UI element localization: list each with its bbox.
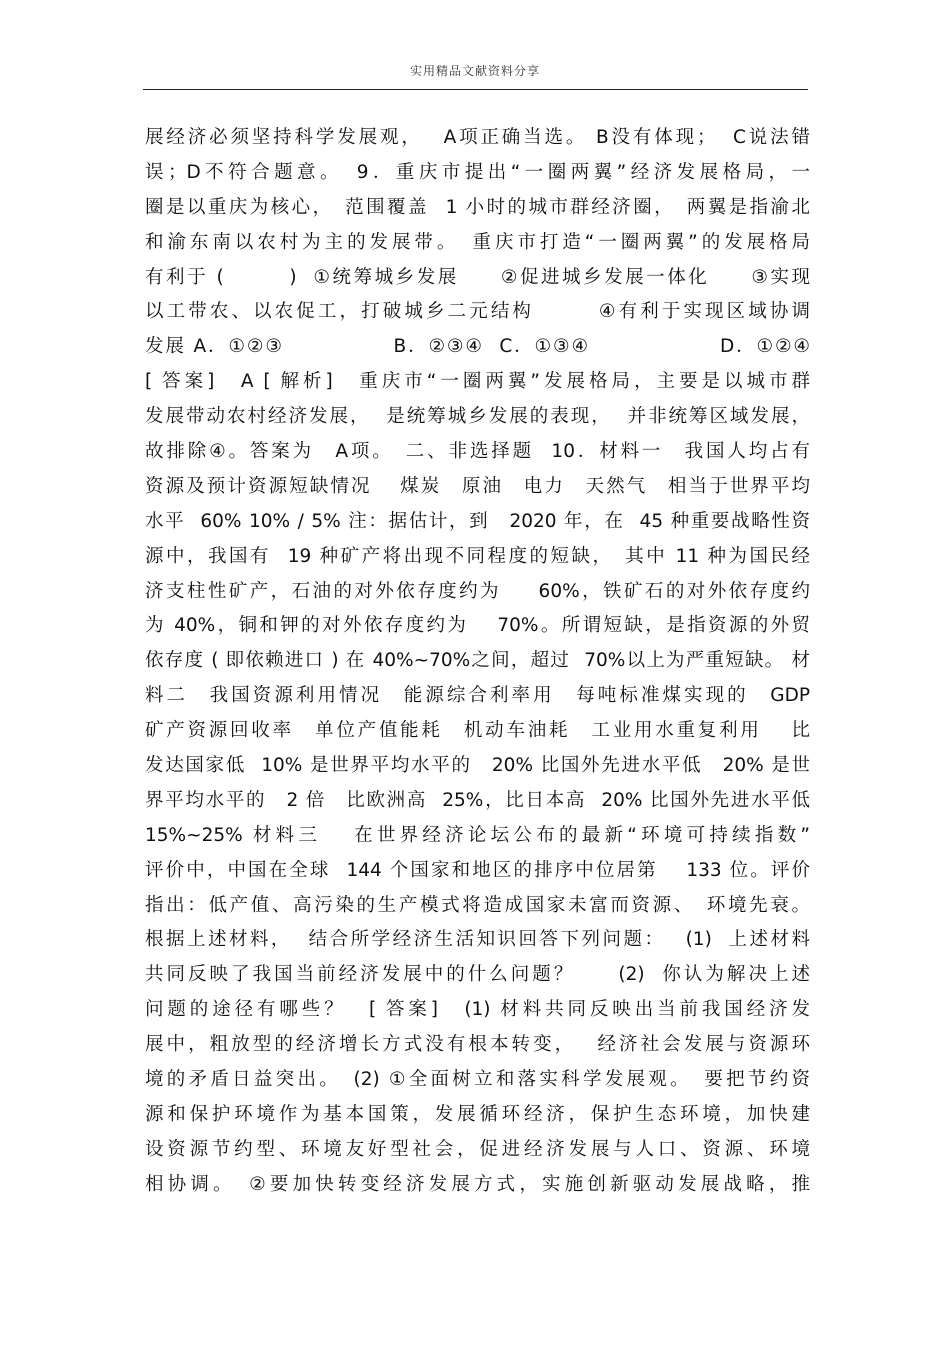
text-line: 发展带动农村经济发展， 是统筹城乡发展的表现， 并非统筹区域发展， (145, 406, 810, 428)
text-line: 和渝东南以农村为主的发展带。 重庆市打造“一圈两翼”的发展格局 (145, 231, 810, 253)
text-line: 误；D不符合题意。 9．重庆市提出“一圈两翼”经济发展格局，一 (145, 161, 810, 183)
text-line: 发展 A．①②③ B．②③④ C．①③④ D．①②④ (145, 336, 810, 358)
text-line: 资源及预计资源短缺情况 煤炭 原油 电力 天然气 相当于世界平均 (145, 475, 810, 497)
text-line: 矿产资源回收率 单位产值能耗 机动车油耗 工业用水重复利用 比 (145, 720, 810, 742)
text-line: 问题的途径有哪些？ [ 答案] (1) 材料共同反映出当前我国经济发 (145, 999, 810, 1021)
text-line: 发达国家低 10% 是世界平均水平的 20% 比国外先进水平低 20% 是世 (145, 755, 810, 777)
text-line: 源和保护环境作为基本国策，发展循环经济，保护生态环境，加快建 (145, 1103, 810, 1125)
text-line: 水平 60% 10% / 5% 注：据估计，到 2020 年，在 45 种重要战略性资 (145, 510, 810, 532)
text-line: 相协调。 ②要加快转变经济发展方式，实施创新驱动发展战略，推 (145, 1173, 810, 1195)
text-line: 根据上述材料， 结合所学经济生活知识回答下列问题： (1) 上述材料 (145, 929, 810, 951)
text-line: [ 答案] A [ 解析] 重庆市“一圈两翼”发展格局，主要是以城市群 (145, 371, 810, 393)
text-line: 展经济必须坚持科学发展观， A项正确当选。 B没有体现； C说法错 (145, 127, 810, 148)
text-line: 评价中，中国在全球 144 个国家和地区的排序中位居第 133 位。评价 (145, 859, 810, 881)
page-header: 实用精品文献资料分享 (409, 64, 540, 78)
header-divider (143, 89, 808, 90)
text-line: 境的矛盾日益突出。 (2) ①全面树立和落实科学发展观。 要把节约资 (145, 1069, 810, 1091)
text-line: 故排除④。答案为 A项。 二、非选择题 10．材料一 我国人均占有 (145, 441, 810, 463)
text-line: 为 40%，铜和钾的对外依存度约为 70%。所谓短缺，是指资源的外贸 (145, 615, 810, 637)
text-line: 界平均水平的 2 倍 比欧洲高 25%，比日本高 20% 比国外先进水平低 (145, 789, 810, 811)
text-line: 指出：低产值、高污染的生产模式将造成国家未富而资源、 环境先衰。 (145, 894, 810, 916)
text-line: 15%~25% 材料三 在世界经济论坛公布的最新“环境可持续指数” (145, 824, 810, 846)
text-line: 有利于 ( ) ①统筹城乡发展 ②促进城乡发展一体化 ③实现 (145, 266, 810, 288)
document-body (145, 121, 810, 1203)
text-line: 展中，粗放型的经济增长方式没有根本转变， 经济社会发展与资源环 (145, 1034, 810, 1056)
text-line: 依存度 ( 即依赖进口 ) 在 40%~70%之间，超过 70%以上为严重短缺。 材 (145, 650, 810, 672)
text-line: 圈是以重庆为核心， 范围覆盖 1 小时的城市群经济圈， 两翼是指渝北 (145, 196, 810, 218)
text-line: 以工带农、以农促工，打破城乡二元结构 ④有利于实现区域协调 (145, 301, 810, 323)
text-line: 料二 我国资源利用情况 能源综合利率用 每吨标准煤实现的 GDP (145, 685, 810, 707)
text-line: 济支柱性矿产，石油的对外依存度约为 60%，铁矿石的对外依存度约 (145, 580, 810, 602)
text-line: 设资源节约型、环境友好型社会，促进经济发展与人口、资源、环境 (145, 1138, 810, 1160)
text-line: 源中，我国有 19 种矿产将出现不同程度的短缺， 其中 11 种为国民经 (145, 545, 810, 567)
text-line: 共同反映了我国当前经济发展中的什么问题？ (2) 你认为解决上述 (145, 964, 810, 986)
